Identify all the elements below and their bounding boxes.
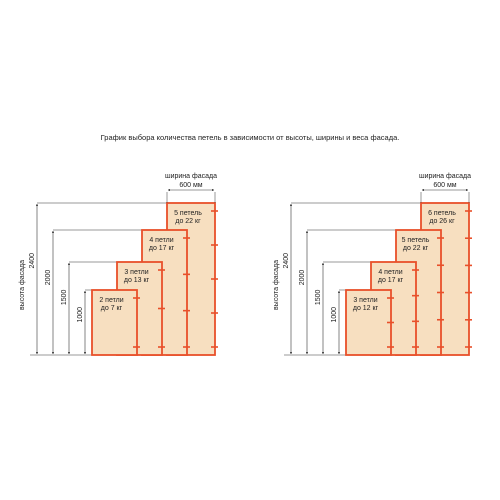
panel-weight-label: до 26 кг xyxy=(429,218,455,225)
panel-hinges-label: 3 петли xyxy=(124,269,149,276)
height-value-label: 1500 xyxy=(61,289,68,306)
panel-hinges-label: 4 петли xyxy=(378,269,403,276)
diagram-1 xyxy=(19,173,218,355)
panel-hinges-label: 5 петель xyxy=(174,210,202,217)
panel-hinges-label: 3 петли xyxy=(353,297,378,304)
panel-weight-label: до 22 кг xyxy=(402,245,429,252)
width-label: ширина фасада xyxy=(418,173,472,180)
height-value-label: 2400 xyxy=(29,252,36,269)
panel-hinges-label: 4 петли xyxy=(149,237,174,244)
height-axis-label: высота фасада xyxy=(19,259,26,311)
width-label: ширина фасада xyxy=(164,173,218,180)
panel-weight-label: до 17 кг xyxy=(377,277,404,284)
page-title: График выбора количества петель в зависимости от высоты, ширины и веса фасада. xyxy=(100,133,400,142)
width-value: 600 мм xyxy=(179,182,203,189)
panel-hinges-label: 2 петли xyxy=(99,297,124,304)
height-value-label: 1000 xyxy=(77,306,84,323)
height-value-label: 1500 xyxy=(315,289,322,306)
panel-weight-label: до 22 кг xyxy=(175,218,201,225)
height-axis-label: высота фасада xyxy=(273,259,280,311)
height-value-label: 2400 xyxy=(283,252,290,269)
panel-hinges-label: 5 петель xyxy=(401,237,430,244)
panel-weight-label: до 13 кг xyxy=(123,277,150,284)
height-value-label: 2000 xyxy=(299,269,306,286)
panel-weight-label: до 12 кг xyxy=(352,305,379,312)
height-value-label: 1000 xyxy=(331,306,338,323)
panel-weight-label: до 7 кг xyxy=(100,305,123,312)
panel-weight-label: до 17 кг xyxy=(148,245,175,252)
diagram-2 xyxy=(273,173,472,355)
height-value-label: 2000 xyxy=(45,269,52,286)
panel-hinges-label: 6 петель xyxy=(428,210,456,217)
width-value: 600 мм xyxy=(433,182,457,189)
